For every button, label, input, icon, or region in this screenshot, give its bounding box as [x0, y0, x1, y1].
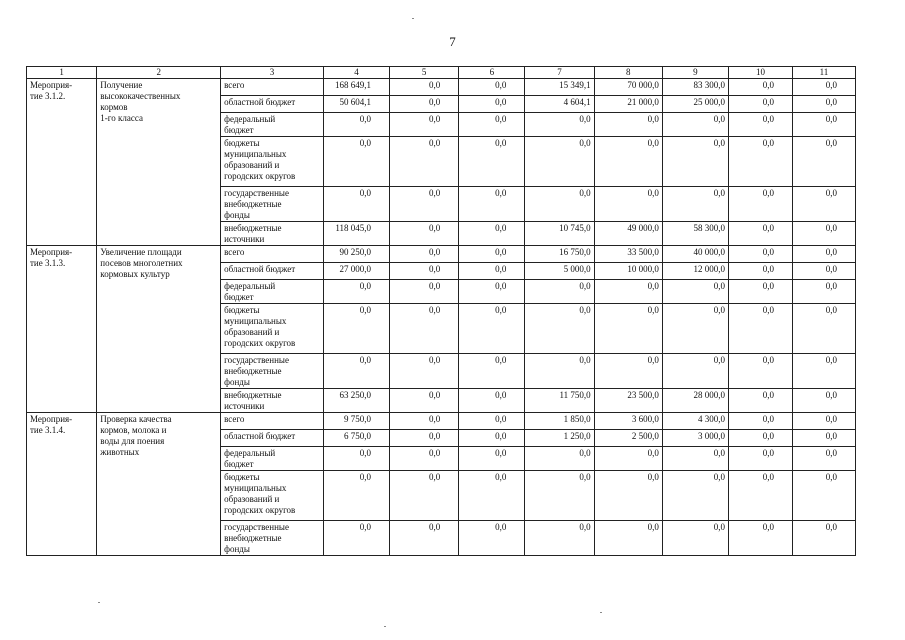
measure-id: Мероприя- тие 3.1.3. — [27, 246, 97, 413]
value-cell: 0,0 — [662, 471, 728, 521]
value-cell: 10 000,0 — [594, 263, 662, 280]
value-cell: 0,0 — [390, 222, 459, 246]
value-cell: 0,0 — [728, 96, 792, 113]
value-cell: 0,0 — [728, 222, 792, 246]
value-cell: 0,0 — [728, 280, 792, 304]
value-cell: 0,0 — [323, 447, 389, 471]
value-cell: 0,0 — [459, 96, 525, 113]
value-cell: 0,0 — [390, 471, 459, 521]
value-cell: 3 600,0 — [594, 413, 662, 430]
value-cell: 0,0 — [594, 447, 662, 471]
value-cell: 0,0 — [323, 280, 389, 304]
value-cell: 0,0 — [459, 113, 525, 137]
funding-source-label: всего — [221, 79, 324, 96]
value-cell: 0,0 — [459, 521, 525, 556]
value-cell: 0,0 — [792, 96, 855, 113]
value-cell: 0,0 — [390, 304, 459, 354]
value-cell: 0,0 — [390, 137, 459, 187]
value-cell: 0,0 — [792, 79, 855, 96]
value-cell: 0,0 — [728, 471, 792, 521]
value-cell: 50 604,1 — [323, 96, 389, 113]
value-cell: 0,0 — [323, 113, 389, 137]
value-cell: 0,0 — [459, 246, 525, 263]
funding-source-label: областной бюджет — [221, 96, 324, 113]
value-cell: 9 750,0 — [323, 413, 389, 430]
value-cell: 33 500,0 — [594, 246, 662, 263]
value-cell: 4 300,0 — [662, 413, 728, 430]
value-cell: 0,0 — [728, 137, 792, 187]
budget-table — [26, 66, 856, 556]
value-cell: 0,0 — [323, 471, 389, 521]
funding-source-label: федеральный бюджет — [221, 280, 324, 304]
value-cell: 0,0 — [390, 187, 459, 222]
funding-source-label: всего — [221, 246, 324, 263]
column-header: 1 — [27, 67, 97, 79]
measure-id: Мероприя- тие 3.1.2. — [27, 79, 97, 246]
value-cell: 0,0 — [728, 246, 792, 263]
value-cell: 0,0 — [792, 304, 855, 354]
value-cell: 168 649,1 — [323, 79, 389, 96]
value-cell: 28 000,0 — [662, 389, 728, 413]
value-cell: 0,0 — [459, 187, 525, 222]
value-cell: 0,0 — [459, 430, 525, 447]
value-cell: 0,0 — [728, 304, 792, 354]
value-cell: 0,0 — [390, 447, 459, 471]
value-cell: 0,0 — [792, 389, 855, 413]
scan-speck — [412, 18, 414, 19]
value-cell: 0,0 — [390, 430, 459, 447]
column-header: 6 — [459, 67, 525, 79]
value-cell: 83 300,0 — [662, 79, 728, 96]
value-cell: 0,0 — [594, 521, 662, 556]
value-cell: 0,0 — [390, 521, 459, 556]
table-header — [27, 67, 856, 79]
value-cell: 0,0 — [459, 471, 525, 521]
value-cell: 0,0 — [792, 246, 855, 263]
value-cell: 0,0 — [459, 137, 525, 187]
value-cell: 0,0 — [792, 222, 855, 246]
value-cell: 15 349,1 — [525, 79, 594, 96]
value-cell: 58 300,0 — [662, 222, 728, 246]
value-cell: 0,0 — [525, 447, 594, 471]
value-cell: 4 604,1 — [525, 96, 594, 113]
page-number: 7 — [449, 34, 456, 49]
value-cell: 0,0 — [525, 304, 594, 354]
value-cell: 10 745,0 — [525, 222, 594, 246]
value-cell: 118 045,0 — [323, 222, 389, 246]
funding-source-label: федеральный бюджет — [221, 113, 324, 137]
value-cell: 0,0 — [792, 413, 855, 430]
value-cell: 0,0 — [390, 79, 459, 96]
value-cell: 0,0 — [792, 521, 855, 556]
value-cell: 0,0 — [323, 521, 389, 556]
funding-source-label: всего — [221, 413, 324, 430]
value-cell: 0,0 — [728, 354, 792, 389]
value-cell: 0,0 — [594, 354, 662, 389]
value-cell: 0,0 — [792, 113, 855, 137]
measure-id: Мероприя- тие 3.1.4. — [27, 413, 97, 556]
value-cell: 40 000,0 — [662, 246, 728, 263]
value-cell: 0,0 — [390, 263, 459, 280]
value-cell: 0,0 — [662, 187, 728, 222]
value-cell: 2 500,0 — [594, 430, 662, 447]
funding-source-label: государственные внебюджетные фонды — [221, 187, 324, 222]
table-row — [27, 79, 856, 96]
header-row — [27, 67, 856, 79]
value-cell: 0,0 — [525, 113, 594, 137]
value-cell: 0,0 — [662, 113, 728, 137]
scan-speck — [600, 612, 602, 613]
scan-speck — [384, 626, 386, 627]
value-cell: 63 250,0 — [323, 389, 389, 413]
measure-name: Получение высококачественных кормов 1-го класса — [97, 79, 221, 246]
value-cell: 0,0 — [792, 447, 855, 471]
table-body — [27, 79, 856, 556]
value-cell: 0,0 — [459, 447, 525, 471]
value-cell: 0,0 — [459, 413, 525, 430]
value-cell: 5 000,0 — [525, 263, 594, 280]
value-cell: 0,0 — [459, 222, 525, 246]
value-cell: 0,0 — [594, 137, 662, 187]
value-cell: 11 750,0 — [525, 389, 594, 413]
value-cell: 6 750,0 — [323, 430, 389, 447]
value-cell: 1 250,0 — [525, 430, 594, 447]
value-cell: 0,0 — [323, 354, 389, 389]
column-header: 10 — [728, 67, 792, 79]
funding-source-label: бюджеты муниципальных образований и городских округов — [221, 471, 324, 521]
value-cell: 0,0 — [390, 113, 459, 137]
value-cell: 16 750,0 — [525, 246, 594, 263]
value-cell: 0,0 — [792, 430, 855, 447]
funding-source-label: государственные внебюджетные фонды — [221, 521, 324, 556]
measure-name: Проверка качества кормов, молока и воды для поения животных — [97, 413, 221, 556]
value-cell: 0,0 — [594, 113, 662, 137]
funding-source-label: бюджеты муниципальных образований и городских округов — [221, 304, 324, 354]
column-header: 2 — [97, 67, 221, 79]
value-cell: 0,0 — [662, 280, 728, 304]
value-cell: 0,0 — [594, 187, 662, 222]
value-cell: 0,0 — [459, 79, 525, 96]
column-header: 9 — [662, 67, 728, 79]
value-cell: 0,0 — [390, 389, 459, 413]
value-cell: 0,0 — [525, 471, 594, 521]
value-cell: 0,0 — [525, 521, 594, 556]
value-cell: 0,0 — [594, 280, 662, 304]
column-header: 8 — [594, 67, 662, 79]
value-cell: 0,0 — [390, 354, 459, 389]
value-cell: 23 500,0 — [594, 389, 662, 413]
column-header: 4 — [323, 67, 389, 79]
value-cell: 0,0 — [525, 137, 594, 187]
value-cell: 1 850,0 — [525, 413, 594, 430]
value-cell: 90 250,0 — [323, 246, 389, 263]
table-row — [27, 413, 856, 430]
value-cell: 0,0 — [792, 471, 855, 521]
value-cell: 0,0 — [728, 79, 792, 96]
value-cell: 0,0 — [792, 354, 855, 389]
value-cell: 0,0 — [390, 246, 459, 263]
column-header: 5 — [390, 67, 459, 79]
value-cell: 0,0 — [728, 389, 792, 413]
value-cell: 0,0 — [525, 280, 594, 304]
value-cell: 0,0 — [792, 137, 855, 187]
value-cell: 0,0 — [594, 471, 662, 521]
funding-source-label: федеральный бюджет — [221, 447, 324, 471]
value-cell: 70 000,0 — [594, 79, 662, 96]
value-cell: 0,0 — [662, 521, 728, 556]
funding-source-label: областной бюджет — [221, 430, 324, 447]
value-cell: 0,0 — [390, 280, 459, 304]
value-cell: 0,0 — [662, 304, 728, 354]
funding-source-label: областной бюджет — [221, 263, 324, 280]
column-header: 7 — [525, 67, 594, 79]
value-cell: 0,0 — [792, 187, 855, 222]
measure-name: Увеличение площади посевов многолетних кормовых культур — [97, 246, 221, 413]
value-cell: 0,0 — [662, 137, 728, 187]
value-cell: 0,0 — [728, 187, 792, 222]
value-cell: 0,0 — [459, 263, 525, 280]
value-cell: 0,0 — [390, 413, 459, 430]
value-cell: 49 000,0 — [594, 222, 662, 246]
value-cell: 0,0 — [525, 354, 594, 389]
value-cell: 0,0 — [728, 521, 792, 556]
value-cell: 12 000,0 — [662, 263, 728, 280]
column-header: 3 — [221, 67, 324, 79]
value-cell: 0,0 — [662, 447, 728, 471]
value-cell: 0,0 — [728, 447, 792, 471]
funding-source-label: внебюджетные источники — [221, 222, 324, 246]
value-cell: 0,0 — [792, 263, 855, 280]
value-cell: 25 000,0 — [662, 96, 728, 113]
funding-source-label: внебюджетные источники — [221, 389, 324, 413]
funding-source-label: государственные внебюджетные фонды — [221, 354, 324, 389]
value-cell: 0,0 — [323, 187, 389, 222]
value-cell: 21 000,0 — [594, 96, 662, 113]
value-cell: 0,0 — [728, 113, 792, 137]
value-cell: 0,0 — [728, 430, 792, 447]
value-cell: 0,0 — [390, 96, 459, 113]
value-cell: 0,0 — [459, 304, 525, 354]
value-cell: 0,0 — [525, 187, 594, 222]
value-cell: 0,0 — [728, 263, 792, 280]
value-cell: 0,0 — [459, 280, 525, 304]
value-cell: 0,0 — [792, 280, 855, 304]
value-cell: 0,0 — [323, 304, 389, 354]
column-header: 11 — [792, 67, 855, 79]
value-cell: 0,0 — [459, 354, 525, 389]
table-row — [27, 246, 856, 263]
scan-speck — [98, 602, 100, 603]
value-cell: 0,0 — [728, 413, 792, 430]
value-cell: 3 000,0 — [662, 430, 728, 447]
value-cell: 0,0 — [662, 354, 728, 389]
value-cell: 0,0 — [459, 389, 525, 413]
value-cell: 27 000,0 — [323, 263, 389, 280]
funding-source-label: бюджеты муниципальных образований и городских округов — [221, 137, 324, 187]
value-cell: 0,0 — [323, 137, 389, 187]
value-cell: 0,0 — [594, 304, 662, 354]
